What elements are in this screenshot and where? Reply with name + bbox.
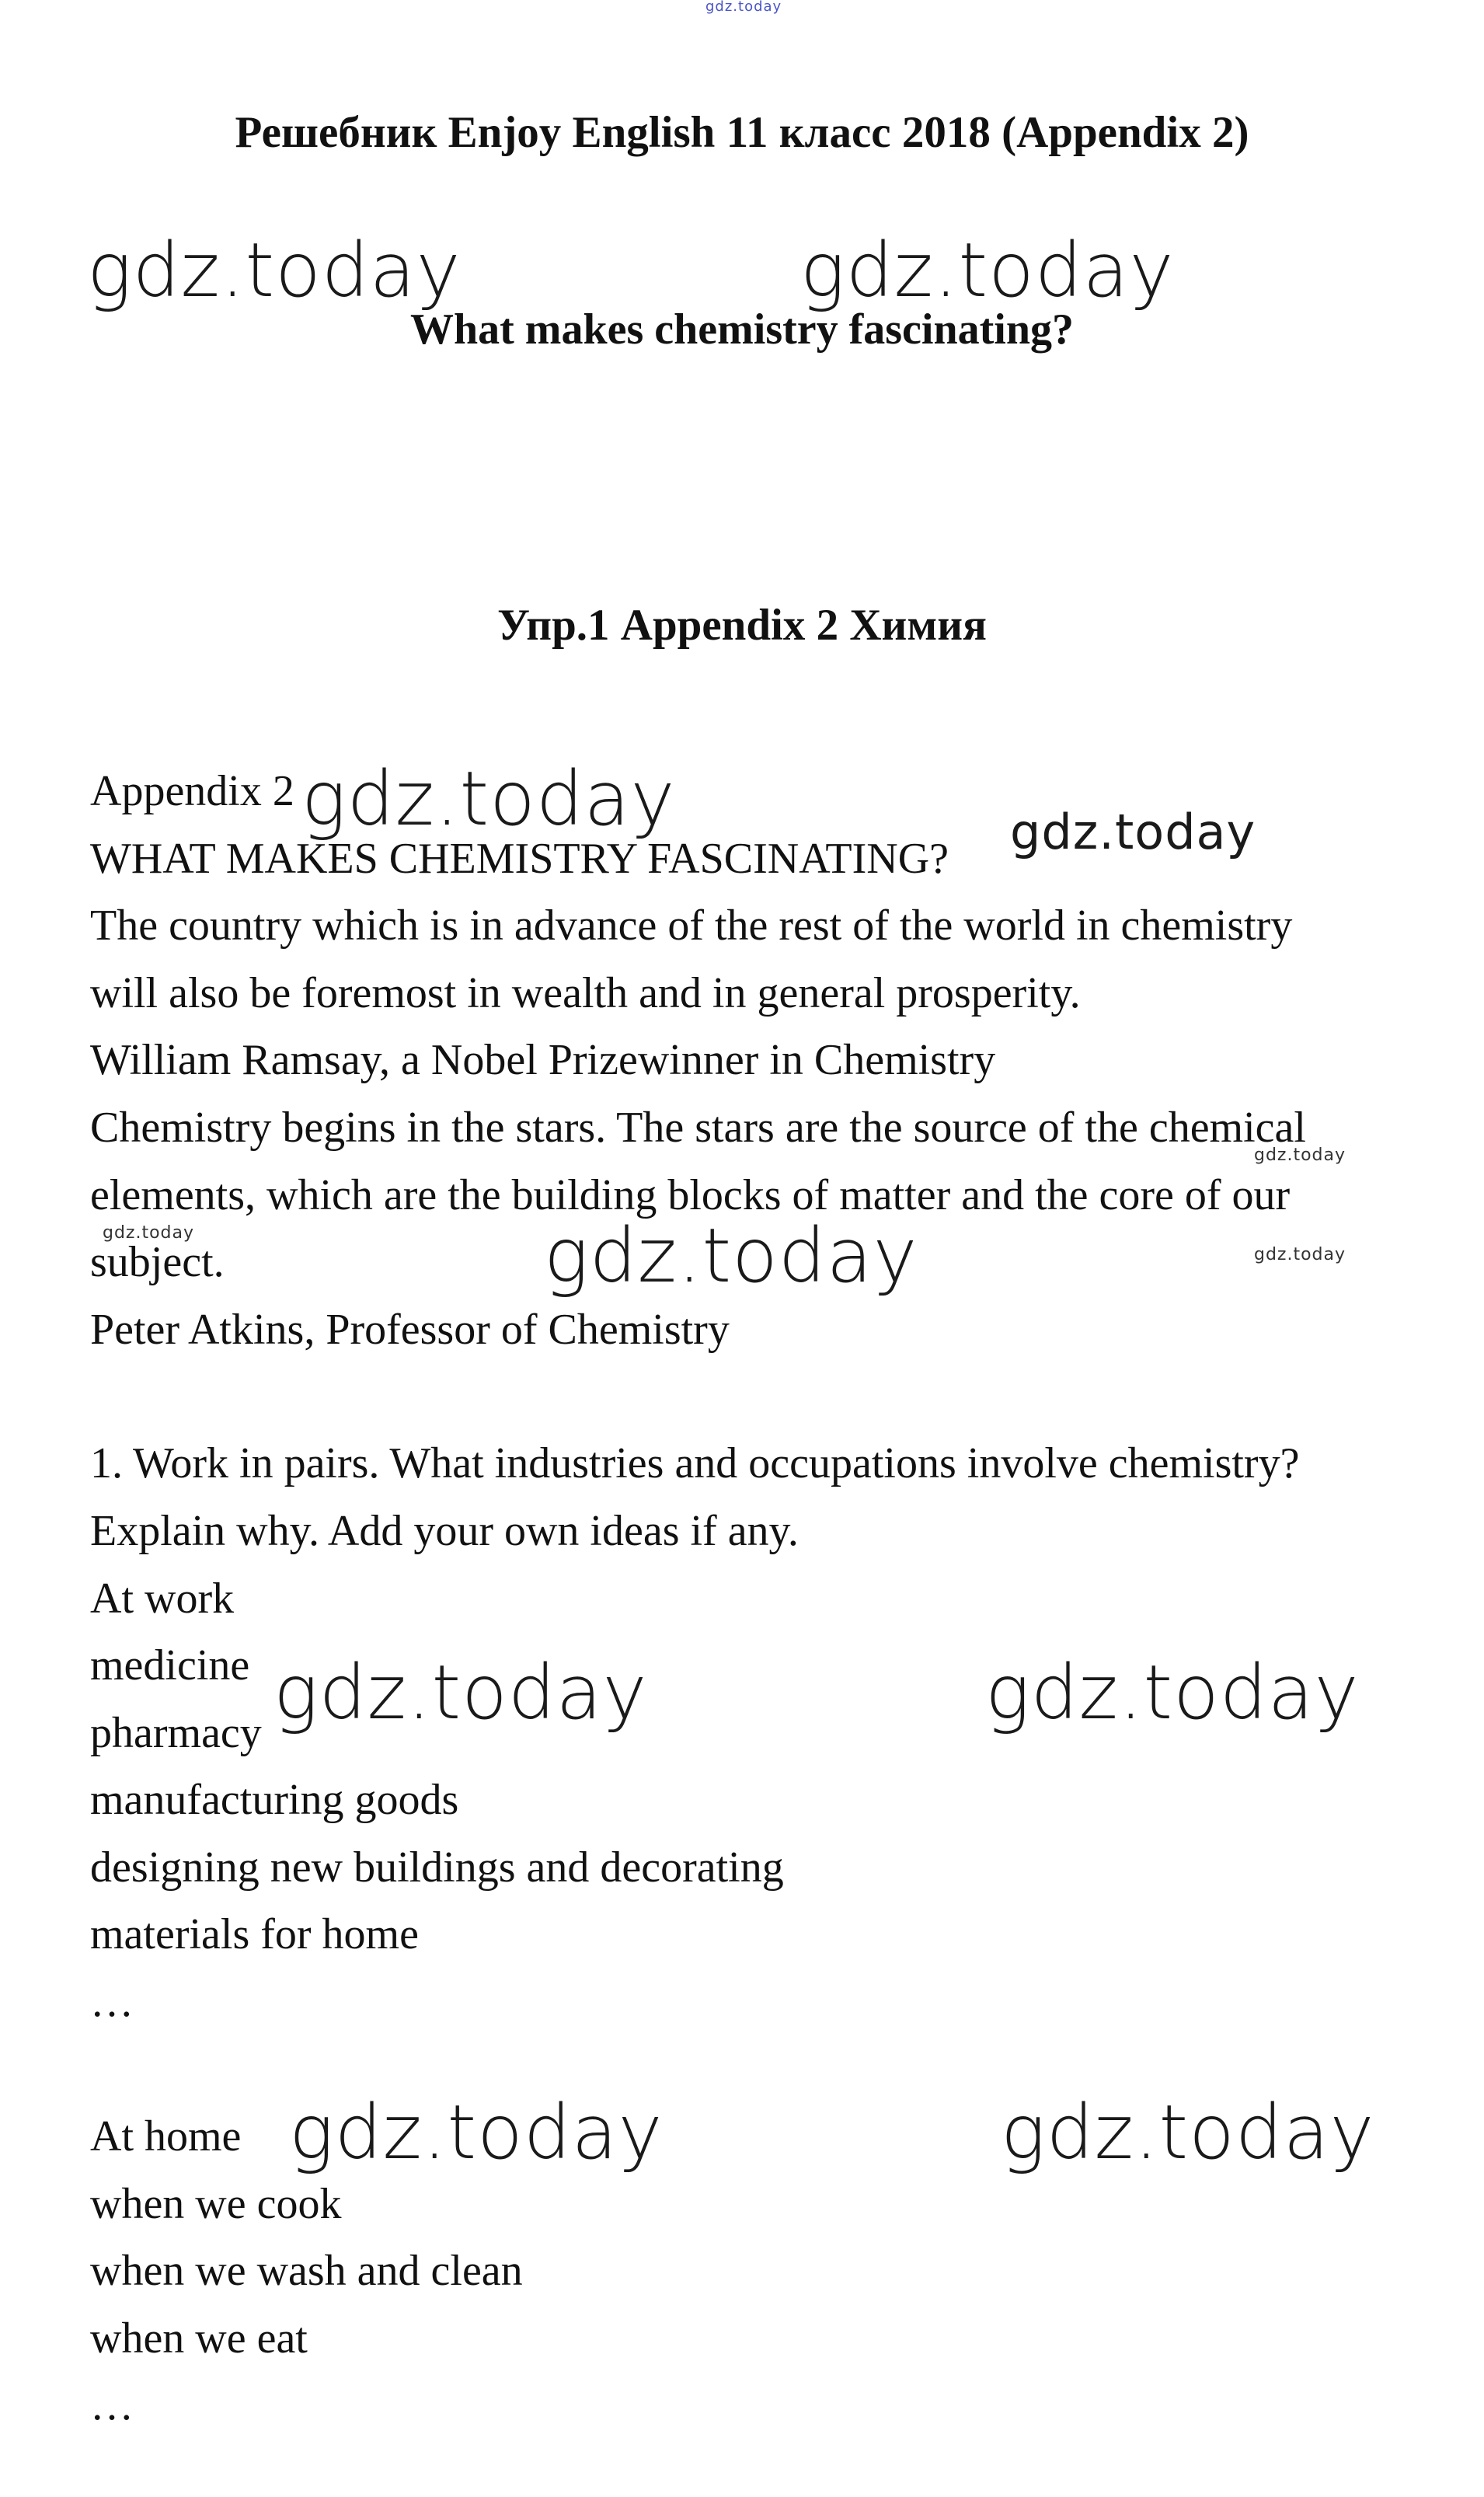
quote2-author: Peter Atkins, Professor of Chemistry (90, 1306, 730, 1354)
quote1-author: William Ramsay, a Nobel Prizewinner in Chemistry (90, 1036, 996, 1084)
list-item: … (90, 2381, 134, 2429)
quote2-line: Chemistry begins in the stars. The stars are the source of the chemical (90, 1104, 1306, 1152)
watermark: gdz.today (1254, 1245, 1346, 1264)
watermark: gdz.today (985, 1649, 1360, 1736)
list-item: materials for home (90, 1910, 419, 1958)
list-item: medicine (90, 1641, 250, 1690)
list-item: designing new buildings and decorating (90, 1843, 784, 1892)
caption: WHAT MAKES CHEMISTRY FASCINATING? (90, 835, 949, 883)
document-title: Решебник Enjoy English 11 класс 2018 (Appendix 2) (235, 108, 1249, 157)
watermark: gdz.today (301, 755, 676, 842)
section-title: Упр.1 Appendix 2 Химия (497, 601, 987, 650)
list-item: pharmacy (90, 1709, 262, 1757)
list-item: manufacturing goods (90, 1776, 459, 1824)
list-item: when we wash and clean (90, 2247, 523, 2295)
watermark: gdz.today (103, 1223, 195, 1243)
list-item: when we eat (90, 2314, 308, 2363)
top-watermark: gdz.today (705, 0, 782, 15)
watermark: gdz.today (1001, 2089, 1375, 2176)
quote2-line: subject. (90, 1238, 225, 1286)
document-subtitle: What makes chemistry fascinating? (410, 305, 1074, 354)
watermark: gdz.today (800, 227, 1175, 314)
watermark: gdz.today (544, 1212, 918, 1299)
quote2-line: elements, which are the building blocks of matter and the core of our (90, 1171, 1291, 1219)
list-item: … (90, 1978, 134, 2026)
watermark: gdz.today (87, 227, 462, 314)
quote1-line: will also be foremost in wealth and in general prosperity. (90, 969, 1081, 1017)
at-work-heading: At work (90, 1575, 235, 1623)
watermark: gdz.today (289, 2089, 664, 2176)
watermark: gdz.today (1254, 1146, 1346, 1165)
at-home-heading: At home (90, 2112, 242, 2160)
task-line: 1. Work in pairs. What industries and occupations involve chemistry? (90, 1439, 1300, 1487)
task-line: Explain why. Add your own ideas if any. (90, 1507, 799, 1555)
appendix-label: Appendix 2 (90, 767, 294, 815)
watermark: gdz.today (1010, 804, 1256, 860)
watermark: gdz.today (273, 1649, 648, 1736)
quote1-line: The country which is in advance of the rest of the world in chemistry (90, 902, 1293, 950)
list-item: when we cook (90, 2180, 342, 2228)
